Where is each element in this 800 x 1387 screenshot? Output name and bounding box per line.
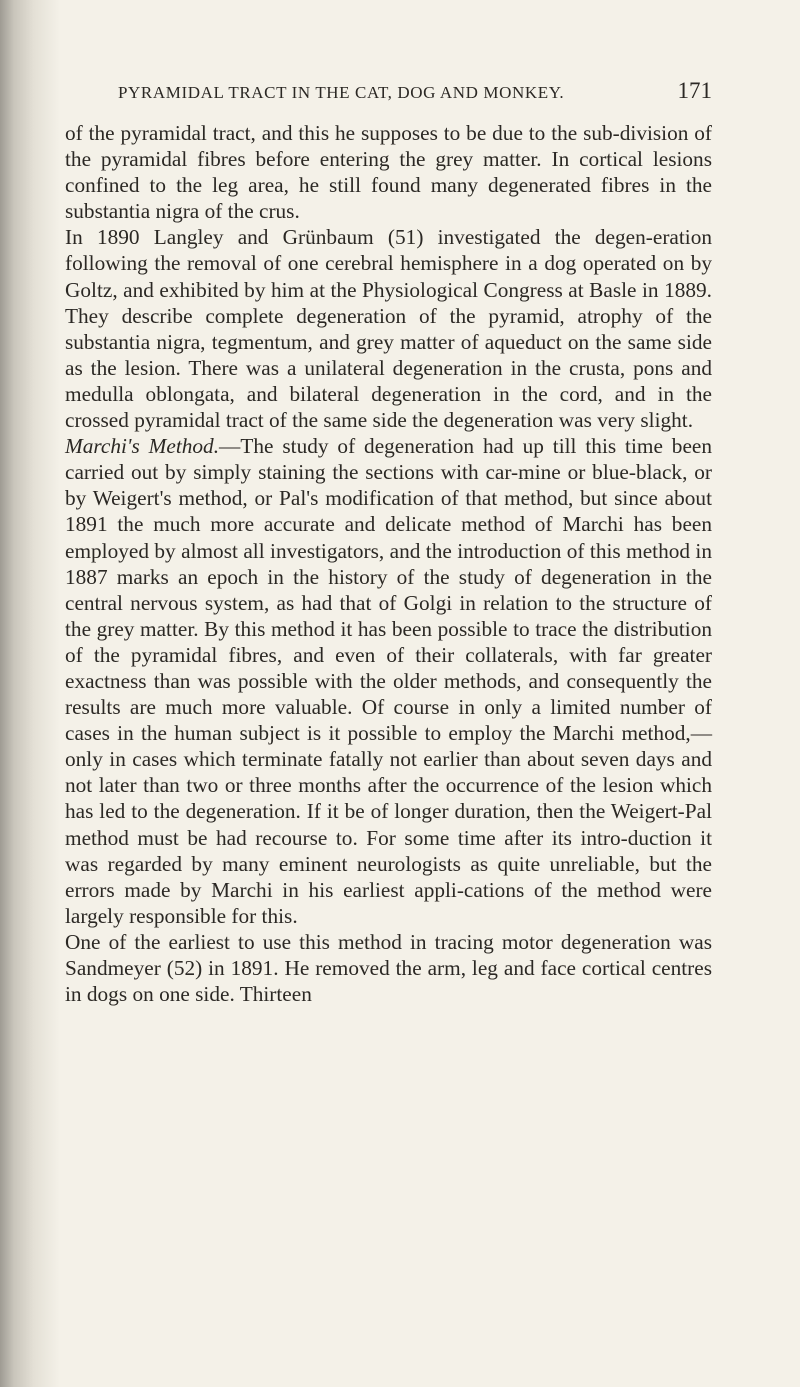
paragraph-3-heading: Marchi's Method. (65, 434, 220, 459)
running-title: PYRAMIDAL TRACT IN THE CAT, DOG AND MONKEY. (118, 83, 565, 102)
paragraph-1: of the pyramidal tract, and this he supposes to be due to the sub-division of the pyramidal fibres before entering the grey matter. In cortical lesions confined to the leg area, he still found many degenerated fibres in the substantia nigra of the crus. (65, 121, 712, 224)
paragraph-4: One of the earliest to use this method in tracing motor degeneration was Sandmeyer (52) in 1891. He removed the arm, leg and face cortical centres in dogs on one side. Thirteen (65, 929, 712, 1007)
page-number: 171 (677, 78, 712, 103)
paragraph-3 (65, 433, 712, 929)
paragraph-3-text: —The study of degeneration had up till this time been carried out by simply staining the sections with car-mine or blue-black, or by Weigert's method, or Pal's modification of that method, but since about 1891 the much more accurate and delicate method of Marchi has been employed by almost all investigators, and the introduction of this method in 1887 marks an epoch in the history of the study of degeneration in the central nervous system, as had that of Golgi in relation to the structure of the grey matter. By this method it has been possible to trace the distribution of the pyramidal fibres, and even of their collaterals, with far greater exactness than was possible with the older methods, and consequently the results are much more valuable. Of course in only a limited number of cases in the human subject is it possible to employ the Marchi method,—only in cases which terminate fatally not earlier than about seven days and not later than two or three months after the occurrence of the lesion which has led to the degeneration. If it be of longer duration, then the Weigert-Pal method must be had recourse to. For some time after its intro-duction it was regarded by many eminent neurologists as quite unreliable, but the errors made by Marchi in his earliest appli-cations of the method were largely responsible for this. (65, 434, 713, 928)
paragraph-2: In 1890 Langley and Grünbaum (51) investigated the degen-eration following the removal of one cerebral hemisphere in a dog operated on by Goltz, and exhibited by him at the Physiological Congress at Basle in 1889. They describe complete degeneration of the pyramid, atrophy of the substantia nigra, tegmentum, and grey matter of aqueduct on the same side as the lesion. There was a unilateral degeneration in the crusta, pons and medulla oblongata, and bilateral degeneration in the cord, and in the crossed pyramidal tract of the same side the degeneration was very slight. (65, 225, 712, 433)
body-text (65, 120, 712, 1007)
page-header (118, 78, 712, 112)
